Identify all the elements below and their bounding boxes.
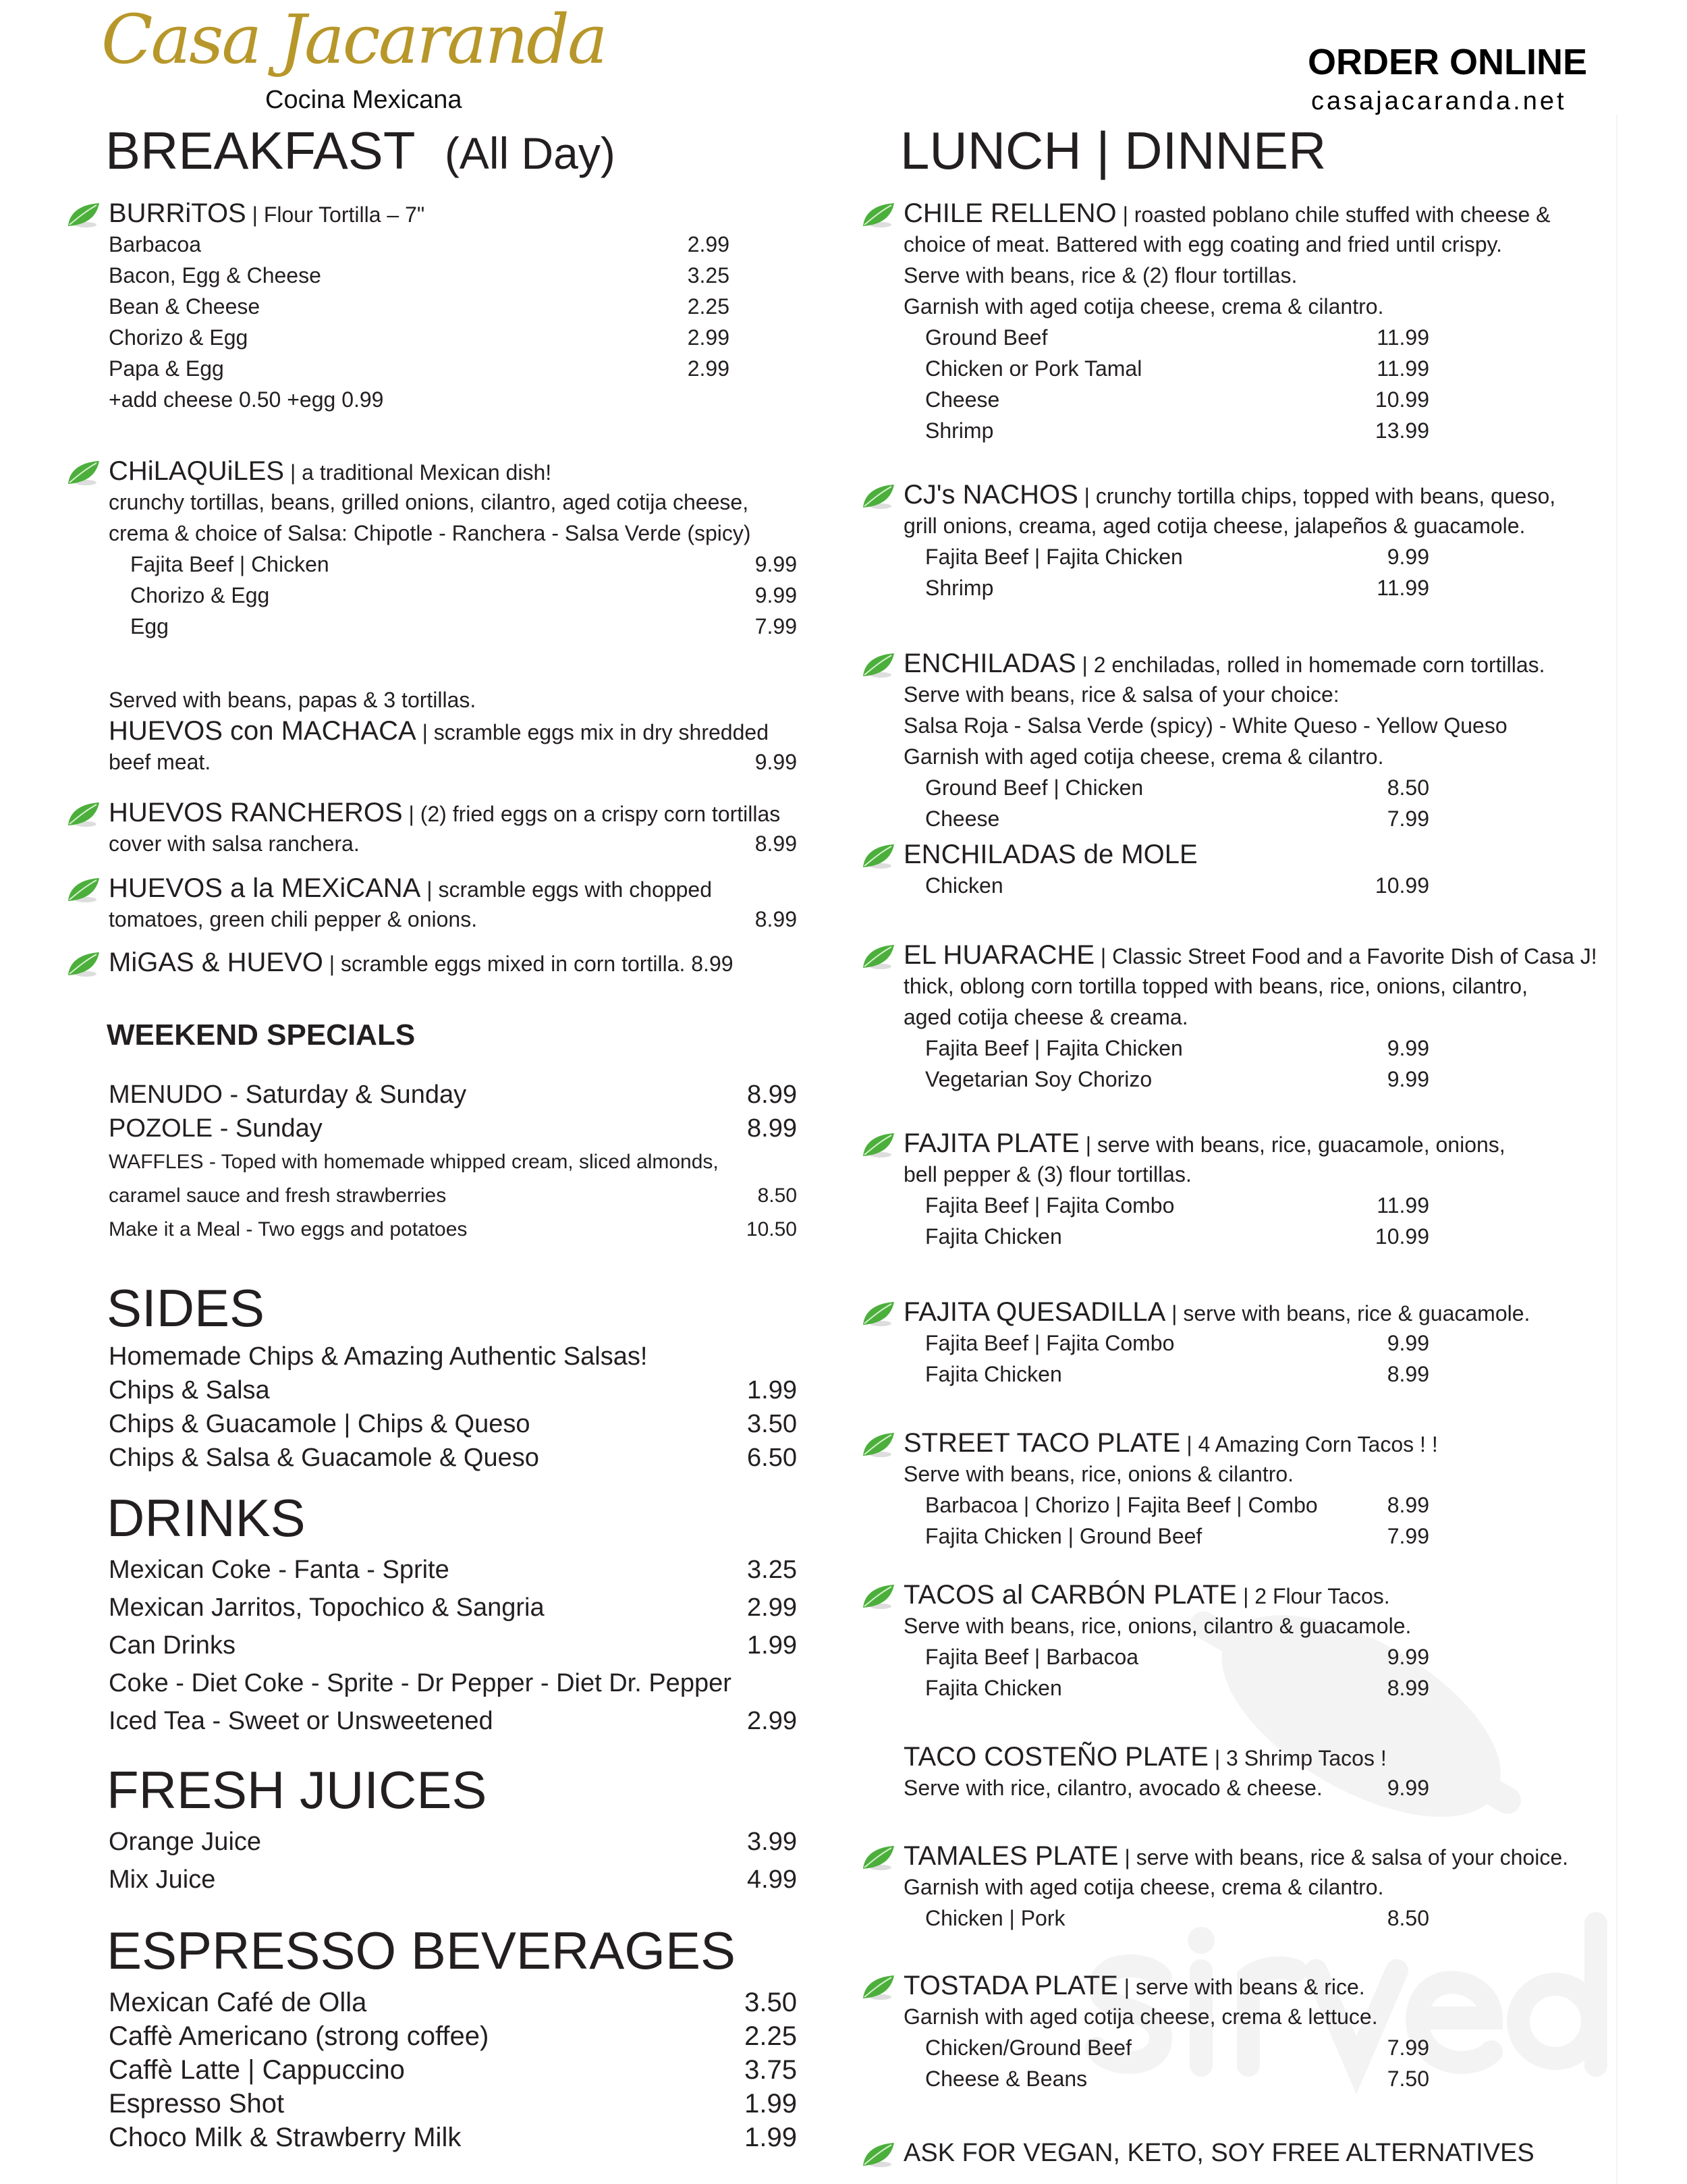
menu-item-name: Egg: [130, 614, 169, 638]
section-title: TOSTADA PLATE: [904, 1971, 1118, 2000]
menu-item-price: 8.99: [1387, 1676, 1429, 1700]
section-title: STREET TACO PLATE: [904, 1428, 1181, 1458]
menu-item-price: 9.99: [1387, 545, 1429, 569]
huevos-rancheros-section: [109, 797, 797, 859]
menu-item: [109, 1373, 797, 1407]
menu-item: [109, 1407, 797, 1441]
menu-item: [904, 1772, 1429, 1803]
description-line: aged cotija cheese & creama.: [904, 1005, 1188, 1029]
menu-item-name: Fajita Beef | Fajita Combo: [925, 1331, 1175, 1355]
section-title: MiGAS & HUEVO: [109, 948, 323, 977]
description-line: Garnish with aged cotija cheese, crema & lettuce.: [904, 2004, 1378, 2029]
section-heading: [904, 1970, 1378, 2001]
menu-item: [904, 1672, 1429, 1703]
menu-item: [904, 870, 1429, 901]
description-line: thick, oblong corn tortilla topped with beans, rice, onions, cilantro,: [904, 974, 1528, 998]
menu-item: [904, 541, 1555, 572]
menu-item-price: 11.99: [1377, 356, 1429, 381]
add-on-note: +add cheese 0.50 +egg 0.99: [109, 387, 384, 412]
menu-item: [904, 353, 1550, 384]
leaf-icon: [860, 202, 895, 229]
menu-item-price: 10.50: [746, 1218, 797, 1240]
fresh-juices-section: [109, 1823, 797, 1899]
menu-item: [904, 772, 1545, 803]
description-line: Serve with beans, rice, onions & cilantro.: [904, 1462, 1294, 1486]
menu-item-price: 4.99: [747, 1865, 797, 1894]
description-line: choice of meat. Battered with egg coating and fried until crispy.: [904, 232, 1502, 256]
menu-item-name: Chips & Guacamole | Chips & Queso: [109, 1410, 530, 1438]
chilaquiles-section: [109, 456, 797, 642]
menu-item-name: Caffè Latte | Cappuccino: [109, 2055, 405, 2085]
menu-item-name: Fajita Chicken | Ground Beef: [925, 1524, 1202, 1548]
menu-item-name: Orange Juice: [109, 1828, 262, 1856]
section-title: TAMALES PLATE: [904, 1841, 1119, 1871]
description-line: Serve with beans, rice, onions, cilantro & guacamole.: [904, 1614, 1412, 1638]
menu-item: [904, 1359, 1530, 1390]
espresso-title: ESPRESSO BEVERAGES: [107, 1921, 736, 1980]
menu-item-price: 7.99: [1387, 1524, 1429, 1548]
leaf-icon: [65, 877, 101, 904]
menu-item: [904, 384, 1550, 415]
menu-item-name: Shrimp: [925, 418, 994, 443]
menu-item-name: beef meat.: [109, 750, 211, 774]
menu-item-price: 9.99: [1387, 1067, 1429, 1091]
menu-item: [109, 746, 797, 777]
menu-item-name: Serve with rice, cilantro, avocado & cheese.: [904, 1776, 1323, 1800]
leaf-icon: [860, 1583, 895, 1610]
menu-item-price: 2.99: [747, 1593, 797, 1622]
menu-item: [109, 1664, 731, 1702]
menu-item-price: 10.99: [1375, 1224, 1429, 1249]
menu-item: [109, 1627, 797, 1664]
menu-item-name: MENUDO - Saturday & Sunday: [109, 1081, 467, 1109]
section-title: ASK FOR VEGAN, KETO, SOY FREE ALTERNATIVES: [904, 2139, 1534, 2167]
menu-item-name: Ground Beef: [925, 325, 1048, 350]
fajita-plate-section: [904, 1128, 1505, 1252]
leaf-icon: [860, 1132, 895, 1159]
section-heading: [904, 1840, 1568, 1872]
fajita-quesadilla-section: [904, 1296, 1530, 1390]
section-description: | scramble eggs mixed in corn tortilla. 8.99: [323, 952, 734, 976]
section-title: BURRiTOS: [109, 198, 246, 228]
tacos-carbon-section: [904, 1579, 1429, 1703]
menu-item-price: 2.25: [687, 294, 729, 319]
menu-item-name: Fajita Beef | Fajita Chicken: [925, 545, 1183, 569]
menu-item-price: 11.99: [1377, 576, 1429, 600]
menu-item-name: Vegetarian Soy Chorizo: [925, 1067, 1153, 1091]
section-description: | Classic Street Food and a Favorite Dish of Casa J!: [1095, 944, 1597, 968]
section-title: TACOS al CARBÓN PLATE: [904, 1580, 1238, 1610]
breakfast-title-text: BREAKFAST: [105, 121, 416, 180]
leaf-icon: [860, 1301, 895, 1328]
menu-item-price: 13.99: [1375, 418, 1429, 443]
menu-item: [109, 1179, 797, 1213]
menu-item-name: Chips & Salsa: [109, 1376, 270, 1404]
menu-item-name: Iced Tea - Sweet or Unsweetened: [109, 1707, 493, 1735]
section-heading: [904, 1741, 1387, 1772]
lunch-dinner-title: LUNCH | DINNER: [900, 121, 1327, 180]
menu-item-price: 8.99: [747, 1081, 797, 1109]
section-heading: [904, 1427, 1438, 1458]
menu-item-name: Chorizo & Egg: [109, 325, 248, 350]
menu-item-name: Ground Beef | Chicken: [925, 775, 1144, 800]
section-title: ENCHILADAS de MOLE: [904, 840, 1198, 869]
menu-item-price: 8.99: [747, 1114, 797, 1143]
menu-item-price: 3.50: [744, 1988, 797, 2017]
section-description: | crunchy tortilla chips, topped with beans, queso,: [1078, 484, 1556, 508]
menu-item-name: Fajita Beef | Fajita Chicken: [925, 1036, 1183, 1060]
menu-item: [109, 549, 797, 580]
section-heading: [904, 479, 1555, 510]
logo: Casa Jacaranda: [101, 0, 606, 79]
enchiladas-mole-section: [904, 839, 1429, 901]
menu-item-price: 1.99: [747, 1631, 797, 1660]
menu-item-price: 1.99: [747, 1376, 797, 1404]
menu-item-price: 8.50: [1387, 1906, 1429, 1930]
section-heading: [904, 939, 1597, 971]
menu-item-name: Chicken/Ground Beef: [925, 2036, 1132, 2060]
menu-item: [904, 803, 1545, 834]
menu-item-price: 8.99: [1387, 1493, 1429, 1517]
section-heading: [904, 198, 1550, 229]
menu-item-price: 3.25: [687, 263, 729, 288]
menu-item-price: 9.99: [1387, 1776, 1429, 1800]
description-line: Garnish with aged cotija cheese, crema & cilantro.: [904, 294, 1384, 319]
description-line: Salsa Roja - Salsa Verde (spicy) - White Queso - Yellow Queso: [904, 713, 1508, 738]
menu-item-price: 8.99: [754, 907, 797, 931]
section-heading: [109, 947, 734, 978]
menu-item: [109, 1112, 797, 1145]
section-description: | 4 Amazing Corn Tacos ! !: [1180, 1432, 1438, 1456]
section-description: | serve with beans & rice.: [1117, 1975, 1365, 1999]
menu-item: [109, 904, 797, 935]
menu-item-name: Fajita Chicken: [925, 1676, 1062, 1700]
menu-item: [109, 1551, 797, 1589]
menu-item: [904, 1190, 1505, 1221]
enchiladas-section: [904, 648, 1545, 834]
menu-item: [109, 1589, 797, 1627]
menu-item: [109, 2019, 797, 2053]
tamales-section: [904, 1840, 1568, 1934]
leaf-icon: [860, 652, 895, 679]
section-title: HUEVOS con MACHACA: [109, 716, 416, 746]
menu-item: [109, 1078, 797, 1112]
menu-item-price: 8.99: [1387, 1362, 1429, 1386]
description-line: grill onions, creama, aged cotija cheese, jalapeños & guacamole.: [904, 514, 1526, 538]
menu-item-name: Caffè Americano (strong coffee): [109, 2021, 489, 2051]
menu-item-name: Fajita Beef | Fajita Combo: [925, 1193, 1175, 1218]
menu-item-price: 9.99: [1387, 1645, 1429, 1669]
menu-item-name: cover with salsa ranchera.: [109, 831, 360, 856]
menu-item: [109, 229, 729, 260]
menu-item-price: 11.99: [1377, 325, 1429, 350]
description-line: Serve with beans, rice & salsa of your choice:: [904, 682, 1339, 707]
menu-item-price: 9.99: [1387, 1036, 1429, 1060]
section-description: | scramble eggs mix in dry shredded: [416, 720, 769, 744]
menu-item: [109, 611, 797, 642]
menu-item-name: Cheese: [925, 387, 1000, 412]
description-line: bell pepper & (3) flour tortillas.: [904, 1162, 1192, 1186]
section-heading: [904, 1296, 1530, 1328]
menu-item: [109, 828, 797, 859]
leaf-icon: [860, 483, 895, 510]
section-title: HUEVOS RANCHEROS: [109, 798, 403, 827]
menu-item-price: 9.99: [754, 750, 797, 774]
section-heading: [904, 2137, 1534, 2168]
menu-item: [904, 1064, 1597, 1095]
drinks-title: DRINKS: [107, 1488, 306, 1548]
menu-item: [109, 1986, 797, 2019]
section-heading: [904, 648, 1545, 679]
menu-item-price: 3.25: [747, 1556, 797, 1584]
section-heading: [904, 839, 1198, 870]
menu-item: [109, 1213, 797, 1247]
menu-item: [904, 2063, 1429, 2094]
breakfast-title: [105, 120, 615, 184]
menu-item-name: Shrimp: [925, 576, 994, 600]
menu-item-name: Fajita Chicken: [925, 1362, 1062, 1386]
leaf-icon: [860, 2141, 895, 2168]
menu-item-name: WAFFLES - Toped with homemade whipped cream, sliced almonds,: [109, 1151, 719, 1173]
section-heading: [109, 198, 424, 229]
section-description: | serve with beans, rice, guacamole, onions,: [1079, 1132, 1505, 1157]
section-description: | 2 enchiladas, rolled in homemade corn tortillas.: [1076, 653, 1545, 677]
menu-item-name: Chicken | Pork: [925, 1906, 1066, 1930]
menu-item-name: tomatoes, green chili pepper & onions.: [109, 907, 478, 931]
migas-section: [109, 947, 734, 978]
huevos-machaca-section: [109, 715, 797, 777]
leaf-icon: [860, 1974, 895, 2001]
leaf-icon: [65, 801, 101, 828]
weekend-specials-title: WEEKEND SPECIALS: [107, 1018, 416, 1052]
description-line: Garnish with aged cotija cheese, crema & cilantro.: [904, 744, 1384, 769]
section-title: CJ's NACHOS: [904, 480, 1078, 510]
menu-item-name: Coke - Diet Coke - Sprite - Dr Pepper - Diet Dr. Pepper: [109, 1669, 731, 1697]
menu-item: [109, 260, 729, 291]
menu-item: [109, 291, 729, 322]
menu-item-price: 10.99: [1375, 873, 1429, 898]
menu-item-price: 8.50: [757, 1184, 797, 1207]
section-title: ENCHILADAS: [904, 649, 1076, 678]
menu-item-price: 7.99: [1387, 807, 1429, 831]
leaf-icon: [65, 460, 101, 487]
menu-item-name: Mexican Jarritos, Topochico & Sangria: [109, 1593, 545, 1622]
leaf-icon: [860, 1845, 895, 1872]
divider: [1616, 115, 1617, 2184]
street-taco-section: [904, 1427, 1438, 1552]
burritos-section: [109, 198, 729, 415]
espresso-section: [109, 1986, 797, 2154]
menu-item-price: 2.25: [744, 2021, 797, 2051]
section-heading: [109, 715, 769, 746]
menu-item-name: Make it a Meal - Two eggs and potatoes: [109, 1218, 468, 1240]
menu-item-price: 10.99: [1375, 387, 1429, 412]
leaf-icon: [860, 944, 895, 971]
menu-item-name: Mix Juice: [109, 1865, 216, 1894]
menu-item: [109, 2053, 797, 2087]
menu-item-name: Chips & Salsa & Guacamole & Queso: [109, 1444, 539, 1472]
section-description: | a traditional Mexican dish!: [284, 460, 552, 485]
section-title: EL HUARACHE: [904, 940, 1095, 970]
menu-item-price: 9.99: [754, 583, 797, 607]
menu-item-name: Chorizo & Egg: [130, 583, 270, 607]
menu-item: [904, 2032, 1429, 2063]
menu-item-price: 11.99: [1377, 1193, 1429, 1218]
menu-item-name: Barbacoa: [109, 232, 201, 256]
section-title: HUEVOS a la MEXiCANA: [109, 873, 421, 903]
menu-item-price: 7.50: [1387, 2067, 1429, 2091]
menu-item: [109, 1702, 797, 1740]
weekend-specials-section: [109, 1078, 797, 1247]
section-heading: [109, 873, 712, 904]
logo-tagline: Cocina Mexicana: [265, 86, 462, 114]
menu-item-price: 1.99: [744, 2089, 797, 2119]
breakfast-title-suffix: (All Day): [444, 128, 615, 178]
section-heading: [904, 1128, 1505, 1159]
menu-item-price: 2.99: [747, 1707, 797, 1735]
menu-item-price: 3.75: [744, 2055, 797, 2085]
huevos-mexicana-section: [109, 873, 797, 935]
section-description: | roasted poblano chile stuffed with cheese &: [1116, 202, 1551, 227]
menu-item-name: Fajita Beef | Barbacoa: [925, 1645, 1139, 1669]
section-title: FAJITA QUESADILLA: [904, 1297, 1166, 1327]
alternatives-note: [904, 2137, 1534, 2168]
description-line: Serve with beans, rice & (2) flour tortillas.: [904, 263, 1298, 288]
section-description: | (2) fried eggs on a crispy corn tortillas: [402, 802, 781, 826]
menu-item-price: 7.99: [1387, 2036, 1429, 2060]
section-title: TACO COSTEÑO PLATE: [904, 1742, 1209, 1772]
leaf-icon: [860, 1431, 895, 1458]
menu-item-name: Can Drinks: [109, 1631, 236, 1660]
section-description: | 2 Flour Tacos.: [1237, 1584, 1390, 1608]
menu-item-price: 6.50: [747, 1444, 797, 1472]
menu-item: [109, 1823, 797, 1861]
menu-item: [904, 1033, 1597, 1064]
order-online-label: ORDER ONLINE: [1308, 42, 1588, 82]
menu-item-name: Cheese: [925, 807, 1000, 831]
menu-item-price: 3.50: [747, 1410, 797, 1438]
taco-costeno-section: [904, 1741, 1429, 1803]
menu-item: [904, 1521, 1438, 1552]
menu-item-name: Bean & Cheese: [109, 294, 260, 319]
menu-item-price: 7.99: [754, 614, 797, 638]
section-heading: [109, 456, 751, 487]
section-heading: [109, 797, 780, 828]
menu-item-price: 2.99: [687, 356, 729, 381]
leaf-icon: [65, 951, 101, 978]
description-line: Served with beans, papas & 3 tortillas.: [109, 688, 476, 712]
drinks-section: [109, 1551, 797, 1740]
menu-item: [904, 1903, 1568, 1934]
menu-item-price: 9.99: [1387, 1331, 1429, 1355]
description-line: Homemade Chips & Amazing Authentic Salsas!: [109, 1342, 648, 1371]
section-description: | serve with beans, rice & salsa of your choice.: [1118, 1845, 1569, 1869]
menu-item-name: Barbacoa | Chorizo | Fajita Beef | Combo: [925, 1493, 1318, 1517]
menu-item: [109, 353, 729, 384]
chile-relleno-section: [904, 198, 1550, 446]
order-online-url[interactable]: casajacaranda.net: [1311, 87, 1567, 115]
menu-item-name: POZOLE - Sunday: [109, 1114, 323, 1143]
served-note: [109, 684, 476, 715]
menu-item: [904, 572, 1555, 603]
huarache-section: [904, 939, 1597, 1095]
tostada-section: [904, 1970, 1429, 2094]
menu-item: [109, 1441, 797, 1475]
menu-item-name: Cheese & Beans: [925, 2067, 1088, 2091]
menu-item: [109, 1861, 797, 1899]
description-line: crema & choice of Salsa: Chipotle - Ranchera - Salsa Verde (spicy): [109, 521, 751, 545]
menu-item-price: 2.99: [687, 232, 729, 256]
menu-item: [904, 1641, 1429, 1672]
menu-item: [109, 1145, 719, 1179]
menu-item: [109, 2121, 797, 2154]
menu-item-name: Fajita Beef | Chicken: [130, 552, 329, 576]
menu-item-price: 8.50: [1387, 775, 1429, 800]
section-title: CHILE RELLENO: [904, 198, 1117, 228]
section-description: | scramble eggs with chopped: [420, 877, 712, 902]
leaf-icon: [860, 843, 895, 870]
nachos-section: [904, 479, 1555, 603]
sides-section: [109, 1340, 797, 1475]
section-title: FAJITA PLATE: [904, 1128, 1080, 1158]
menu-item: [904, 1490, 1438, 1521]
menu-item-price: 1.99: [744, 2123, 797, 2152]
menu-item-price: 3.99: [747, 1828, 797, 1856]
menu-item-name: Bacon, Egg & Cheese: [109, 263, 321, 288]
menu-item-name: caramel sauce and fresh strawberries: [109, 1184, 447, 1207]
menu-item-name: Mexican Coke - Fanta - Sprite: [109, 1556, 449, 1584]
section-description: | Flour Tortilla – 7": [246, 202, 425, 227]
menu-item: [109, 322, 729, 353]
menu-item-name: Espresso Shot: [109, 2089, 285, 2119]
menu-item-price: 9.99: [754, 552, 797, 576]
description-line: Garnish with aged cotija cheese, crema & cilantro.: [904, 1875, 1384, 1899]
menu-item-price: 8.99: [754, 831, 797, 856]
menu-item: [904, 322, 1550, 353]
menu-item: [109, 580, 797, 611]
menu-item-name: Chicken: [925, 873, 1003, 898]
menu-item-price: 2.99: [687, 325, 729, 350]
menu-item-name: Choco Milk & Strawberry Milk: [109, 2123, 462, 2152]
leaf-icon: [65, 202, 101, 229]
section-title: CHiLAQUiLES: [109, 456, 285, 486]
menu-item: [904, 1221, 1505, 1252]
menu-item: [904, 415, 1550, 446]
sides-title: SIDES: [107, 1278, 265, 1338]
fresh-juices-title: FRESH JUICES: [107, 1760, 487, 1820]
description-line: crunchy tortillas, beans, grilled onions, cilantro, aged cotija cheese,: [109, 490, 749, 514]
menu-item-name: Papa & Egg: [109, 356, 224, 381]
menu-item-name: Chicken or Pork Tamal: [925, 356, 1142, 381]
menu-item-name: Mexican Café de Olla: [109, 1988, 367, 2017]
section-description: | serve with beans, rice & guacamole.: [1165, 1301, 1530, 1326]
menu-item-name: Fajita Chicken: [925, 1224, 1062, 1249]
menu-item: [904, 1328, 1530, 1359]
section-description: | 3 Shrimp Tacos !: [1208, 1746, 1387, 1770]
section-heading: [904, 1579, 1411, 1610]
menu-item: [109, 2087, 797, 2121]
